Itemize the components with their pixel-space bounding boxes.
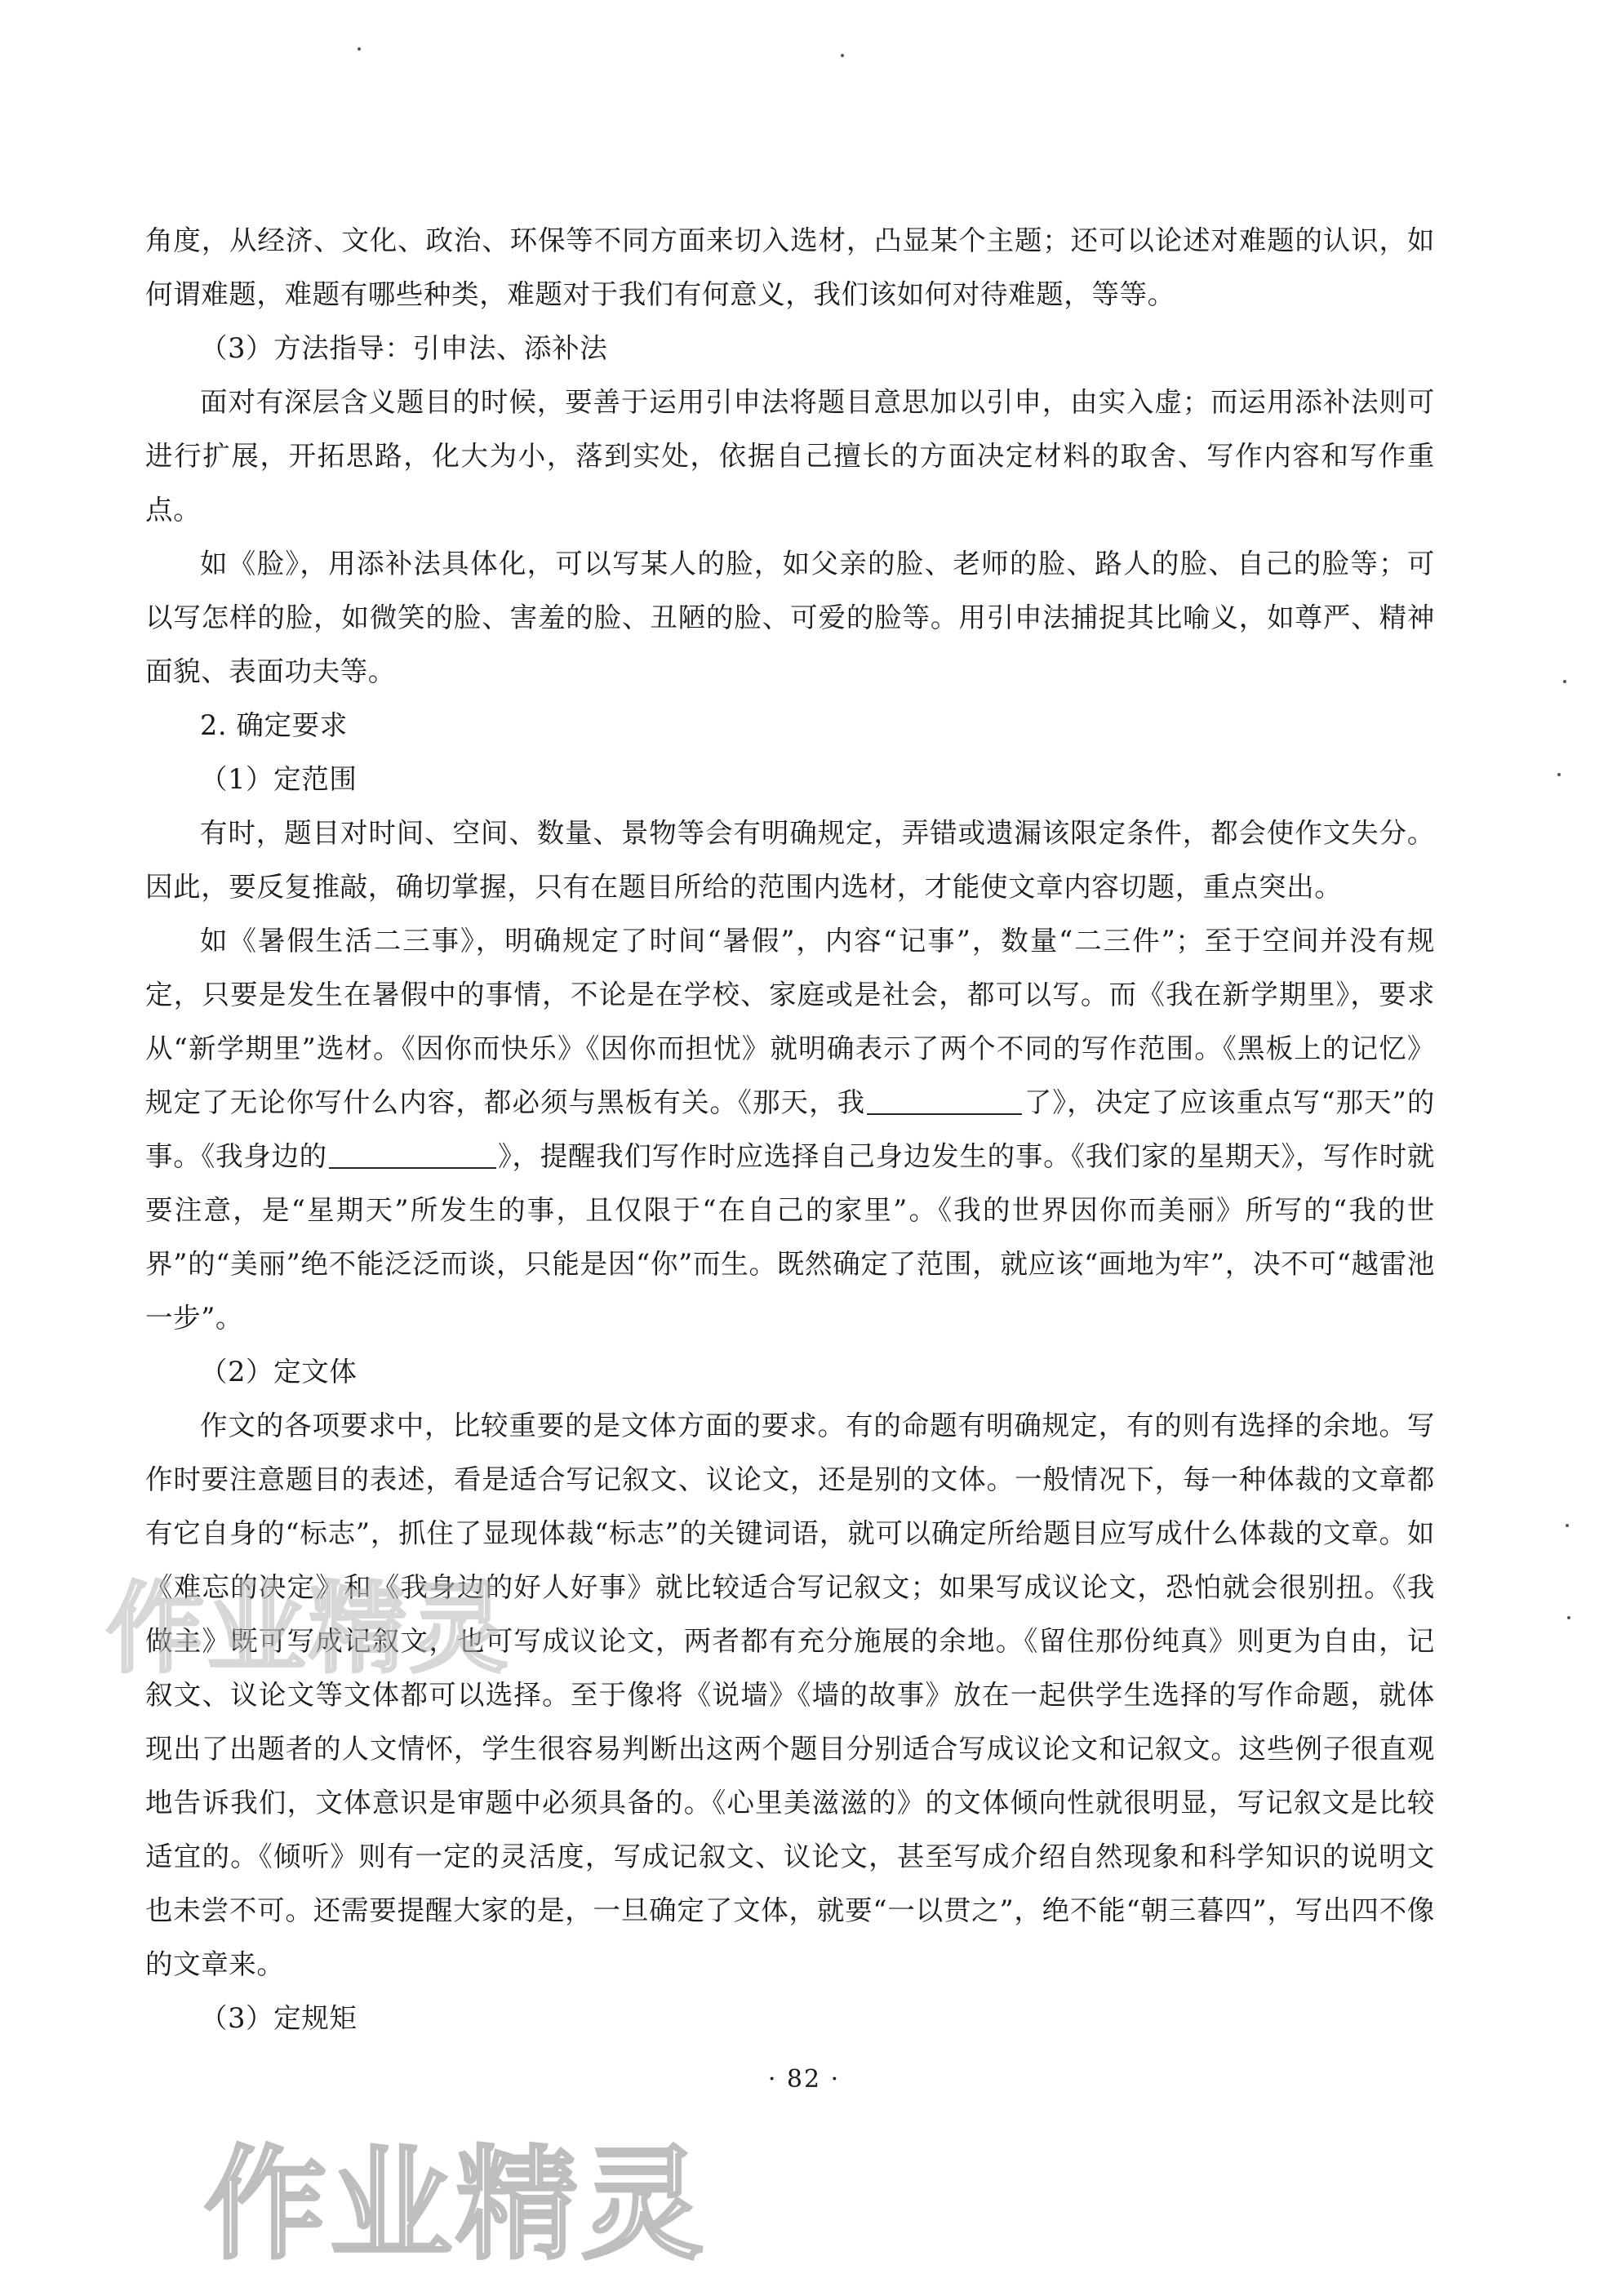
scan-speck [1567, 1616, 1570, 1619]
paragraph: 面对有深层含义题目的时候，要善于运用引申法将题目意思加以引申，由实入虚；而运用添补法则可进行扩展，开拓思路，化大为小，落到实处，依据自己擅长的方面决定材料的取舍、写作内容和写作重点。 [145, 386, 1435, 526]
page-number: · 82 · [767, 2065, 841, 2094]
heading-define-rules: （3）定规矩 [200, 2002, 358, 2034]
watermark: 作业精灵 [106, 1573, 511, 1686]
scan-speck [841, 54, 844, 57]
heading-determine-requirements: 2. 确定要求 [200, 709, 348, 741]
watermark: 作业精灵 [204, 2134, 708, 2276]
scan-speck [358, 47, 361, 51]
paragraph: 作文的各项要求中，比较重要的是文体方面的要求。有的命题有明确规定，有的则有选择的余地。写作时要注意题目的表述，看是适合写记叙文、议论文，还是别的文体。一般情况下，每一种体裁的文章都有它自身的“标志”，抓住了显现体裁“标志”的关键词语，就可以确定所给题目应写成什么体裁的文章。如《难忘的决定》和《我身边的好人好事》就比较适合写记叙文；如果写成议论文，恐怕就会很别扭。《我做主》既可写成记叙文，也可写成议论文，两者都有充分施展的余地。《留住那份纯真》则更为自由，记叙文、议论文等文体都可以选择。至于像将《说墙》《墙的故事》放在一起供学生选择的写作命题，就体现出了出题者的人文情怀，学生很容易判断出这两个题目分别适合写成议论文和记叙文。这些例子很直观地告诉我们，文体意识是审题中必须具备的。《心里美滋滋的》的文体倾向性就很明显，写记叙文是比较适宜的。《倾听》则有一定的灵活度，写成记叙文、议论文，甚至写成介绍自然现象和科学知识的说明文也未尝不可。还需要提醒大家的是，一旦确定了文体，就要“一以贯之”，绝不能“朝三暮四”，写出四不像的文章来。 [145, 1410, 1435, 1980]
text-run: 如《暑假生活二三事》，明确规定了时间“暑假”，内容“记事”，数量“二三件”；至于空间并没有规定，只要是发生在暑假中的事情，不论是在学校、家庭或是社会，都可以写。而《我在新学期里》，要求从“新学期里”选材。《因你而快乐》《因你而担忧》就明确表示了两个不同的写作范围。《黑板上的记忆》规定了无论你写什么内容，都必须与黑板有关。《那天，我 [145, 925, 1435, 1118]
paragraph: 如《脸》，用添补法具体化，可以写某人的脸，如父亲的脸、老师的脸、路人的脸、自己的脸等；可以写怎样的脸，如微笑的脸、害羞的脸、丑陋的脸、可爱的脸等。用引申法捕捉其比喻义，如尊严、精神面貌、表面功夫等。 [145, 548, 1435, 687]
scan-speck [1563, 680, 1566, 683]
scan-speck [1566, 1524, 1569, 1527]
paragraph-with-blanks [145, 914, 1435, 1345]
paragraph-continuation: 角度，从经济、文化、政治、环保等不同方面来切入选材，凸显某个主题；还可以论述对难题的认识，如何谓难题，难题有哪些种类，难题对于我们有何意义，我们该如何对待难题，等等。 [145, 224, 1435, 310]
heading-method-guide: （3）方法指导：引申法、添补法 [200, 332, 608, 364]
fill-in-blank [329, 1139, 496, 1169]
fill-in-blank [867, 1086, 1022, 1115]
heading-define-scope: （1）定范围 [200, 763, 358, 795]
body-text [145, 214, 1435, 2045]
text-run: 了》，决定了应该重点写“那天”的事。《我身边的 [145, 1086, 1435, 1172]
scan-speck [1557, 773, 1561, 776]
heading-define-genre: （2）定文体 [200, 1356, 358, 1388]
text-run: 》，提醒我们写作时应选择自己身边发生的事。《我们家的星期天》，写作时就要注意，是“星期天”所发生的事，且仅限于“在自己的家里”。《我的世界因你而美丽》所写的“我的世界”的“美丽”绝不能泛泛而谈，只能是因“你”而生。既然确定了范围，就应该“画地为牢”，决不可“越雷池一步”。 [145, 1140, 1436, 1334]
paragraph: 有时，题目对时间、空间、数量、景物等会有明确规定，弄错或遗漏该限定条件，都会使作文失分。因此，要反复推敲，确切掌握，只有在题目所给的范围内选材，才能使文章内容切题，重点突出。 [145, 817, 1435, 903]
